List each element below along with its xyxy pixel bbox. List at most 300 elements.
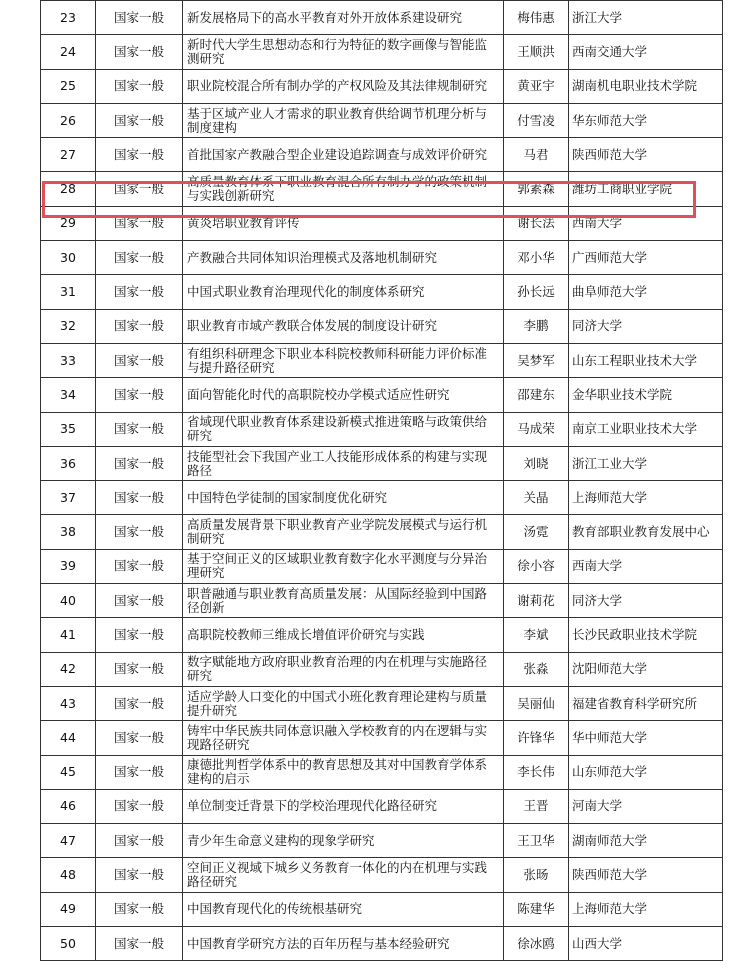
- organization: [569, 412, 723, 446]
- row-number-text: 38: [60, 524, 76, 540]
- row-number-text: 44: [60, 729, 76, 745]
- project-title-text: 高质量教育体系下职业教育混合所有制办学的政策机制与实践创新研究: [187, 175, 488, 204]
- principal-investigator-text: 邓小华: [517, 249, 555, 265]
- row-number: [41, 1, 96, 35]
- project-title: [183, 755, 504, 789]
- table-row: [41, 275, 723, 309]
- project-type-text: 国家一般: [113, 386, 164, 402]
- organization-text: 河南大学: [572, 798, 623, 814]
- organization-text: 长沙民政职业技术学院: [572, 626, 698, 642]
- row-number-text: 37: [60, 489, 76, 505]
- row-number: [41, 69, 96, 103]
- project-type: [96, 103, 183, 137]
- row-number-text: 40: [60, 592, 76, 608]
- organization-text: 曲阜师范大学: [572, 284, 648, 300]
- table-row: [41, 412, 723, 446]
- organization-text: 山西大学: [572, 935, 623, 951]
- row-number-text: 50: [60, 935, 76, 951]
- project-title-text: 单位制变迁背景下的学校治理现代化路径研究: [187, 799, 438, 814]
- principal-investigator: [504, 824, 569, 858]
- project-type: [96, 172, 183, 206]
- project-title-text: 技能型社会下我国产业工人技能形成体系的构建与实现路径: [187, 449, 488, 478]
- organization-text: 华中师范大学: [572, 729, 648, 745]
- row-number-text: 32: [60, 318, 76, 334]
- principal-investigator: [504, 515, 569, 549]
- principal-investigator-text: 徐小容: [517, 558, 555, 574]
- organization-text: 湖南机电职业技术学院: [572, 78, 698, 94]
- row-number: [41, 892, 96, 926]
- row-number-text: 26: [60, 112, 76, 128]
- principal-investigator-text: 孙长远: [517, 284, 555, 300]
- row-number-text: 42: [60, 661, 76, 677]
- principal-investigator: [504, 584, 569, 618]
- row-number: [41, 35, 96, 69]
- project-table: [40, 0, 723, 961]
- table-row: [41, 35, 723, 69]
- organization: [569, 343, 723, 377]
- principal-investigator: [504, 206, 569, 240]
- project-type: [96, 481, 183, 515]
- organization-text: 浙江大学: [572, 9, 623, 25]
- project-title: [183, 446, 504, 480]
- row-number-text: 43: [60, 695, 76, 711]
- row-number: [41, 686, 96, 720]
- project-title: [183, 69, 504, 103]
- organization: [569, 241, 723, 275]
- project-type: [96, 927, 183, 961]
- organization: [569, 721, 723, 755]
- project-type: [96, 309, 183, 343]
- project-type: [96, 584, 183, 618]
- row-number-text: 25: [60, 78, 76, 94]
- project-type: [96, 138, 183, 172]
- row-number: [41, 618, 96, 652]
- project-type-text: 国家一般: [113, 832, 164, 848]
- project-title: [183, 206, 504, 240]
- project-type-text: 国家一般: [113, 867, 164, 883]
- row-number: [41, 309, 96, 343]
- row-number: [41, 103, 96, 137]
- organization: [569, 69, 723, 103]
- organization-text: 广西师范大学: [572, 249, 648, 265]
- project-title: [183, 275, 504, 309]
- principal-investigator: [504, 309, 569, 343]
- table-row: [41, 892, 723, 926]
- organization: [569, 378, 723, 412]
- table-row: [41, 103, 723, 137]
- organization-text: 沈阳师范大学: [572, 661, 648, 677]
- project-title-text: 高质量发展背景下职业教育产业学院发展模式与运行机制研究: [187, 518, 488, 547]
- row-number: [41, 343, 96, 377]
- project-title-text: 产教融合共同体知识治理模式及落地机制研究: [187, 250, 438, 265]
- project-type: [96, 241, 183, 275]
- row-number-text: 39: [60, 558, 76, 574]
- row-number-text: 31: [60, 284, 76, 300]
- principal-investigator-text: 徐冰鸥: [517, 935, 555, 951]
- organization-text: 福建省教育科学研究所: [572, 695, 698, 711]
- row-number: [41, 789, 96, 823]
- project-title-text: 职业教育市域产教联合体发展的制度设计研究: [187, 319, 438, 334]
- project-title: [183, 721, 504, 755]
- row-number: [41, 515, 96, 549]
- row-number-text: 46: [60, 798, 76, 814]
- principal-investigator-text: 关晶: [523, 489, 549, 505]
- project-title-text: 适应学龄人口变化的中国式小班化教育理论建构与质量提升研究: [187, 689, 488, 718]
- project-table-body: [41, 1, 723, 961]
- principal-investigator-text: 王晋: [523, 798, 549, 814]
- organization-text: 西南大学: [572, 558, 623, 574]
- project-title: [183, 618, 504, 652]
- principal-investigator-text: 梅伟惠: [517, 9, 555, 25]
- principal-investigator: [504, 343, 569, 377]
- row-number: [41, 755, 96, 789]
- project-title: [183, 241, 504, 275]
- table-row: [41, 824, 723, 858]
- project-title-text: 中国式职业教育治理现代化的制度体系研究: [187, 285, 425, 300]
- project-title-text: 中国教育现代化的传统根基研究: [187, 902, 363, 917]
- principal-investigator: [504, 721, 569, 755]
- project-type: [96, 343, 183, 377]
- organization-text: 山东工程职业技术大学: [572, 352, 698, 368]
- project-title-text: 新时代大学生思想动态和行为特征的数字画像与智能监测研究: [187, 37, 488, 66]
- project-type: [96, 721, 183, 755]
- project-type-text: 国家一般: [113, 112, 164, 128]
- table-row: [41, 309, 723, 343]
- row-number-text: 29: [60, 215, 76, 231]
- principal-investigator-text: 张旸: [523, 867, 549, 883]
- project-type-text: 国家一般: [113, 318, 164, 334]
- principal-investigator-text: 谢长法: [517, 215, 555, 231]
- principal-investigator: [504, 789, 569, 823]
- project-title: [183, 35, 504, 69]
- organization: [569, 824, 723, 858]
- principal-investigator-text: 谢莉花: [517, 592, 555, 608]
- row-number-text: 41: [60, 626, 76, 642]
- table-row: [41, 241, 723, 275]
- project-title-text: 青少年生命意义建构的现象学研究: [187, 833, 375, 848]
- row-number: [41, 172, 96, 206]
- principal-investigator: [504, 378, 569, 412]
- table-row: [41, 927, 723, 961]
- project-title: [183, 584, 504, 618]
- project-type: [96, 515, 183, 549]
- project-type: [96, 755, 183, 789]
- project-title: [183, 927, 504, 961]
- project-type: [96, 378, 183, 412]
- row-number: [41, 652, 96, 686]
- project-type: [96, 858, 183, 892]
- principal-investigator-text: 黄亚宇: [517, 78, 555, 94]
- project-title: [183, 172, 504, 206]
- project-type-text: 国家一般: [113, 78, 164, 94]
- principal-investigator-text: 李长伟: [517, 764, 555, 780]
- row-number-text: 30: [60, 249, 76, 265]
- row-number-text: 48: [60, 867, 76, 883]
- table-row: [41, 138, 723, 172]
- principal-investigator: [504, 172, 569, 206]
- organization: [569, 309, 723, 343]
- principal-investigator-text: 马成荣: [517, 421, 555, 437]
- organization-text: 西南大学: [572, 215, 623, 231]
- organization-text: 西南交通大学: [572, 43, 648, 59]
- organization-text: 同济大学: [572, 318, 623, 334]
- project-type-text: 国家一般: [113, 558, 164, 574]
- project-type: [96, 69, 183, 103]
- project-title-text: 有组织科研理念下职业本科院校教师科研能力评价标准与提升路径研究: [187, 346, 488, 375]
- project-title-text: 新发展格局下的高水平教育对外开放体系建设研究: [187, 10, 463, 25]
- project-type: [96, 275, 183, 309]
- project-title-text: 铸牢中华民族共同体意识融入学校教育的内在逻辑与实现路径研究: [187, 723, 488, 752]
- principal-investigator-text: 李鹏: [523, 318, 549, 334]
- organization: [569, 549, 723, 583]
- table-row: [41, 549, 723, 583]
- project-title: [183, 138, 504, 172]
- project-title-text: 省域现代职业教育体系建设新模式推进策略与政策供给研究: [187, 415, 488, 444]
- row-number: [41, 858, 96, 892]
- organization: [569, 35, 723, 69]
- organization: [569, 206, 723, 240]
- project-title-text: 基于区域产业人才需求的职业教育供给调节机理分析与制度建构: [187, 106, 488, 135]
- principal-investigator: [504, 481, 569, 515]
- project-title-text: 中国特色学徒制的国家制度优化研究: [187, 490, 388, 505]
- organization-text: 教育部职业教育发展中心: [572, 524, 710, 540]
- principal-investigator: [504, 892, 569, 926]
- table-row: [41, 69, 723, 103]
- table-row: [41, 378, 723, 412]
- project-type-text: 国家一般: [113, 592, 164, 608]
- organization-text: 浙江工业大学: [572, 455, 648, 471]
- organization-text: 南京工业职业技术大学: [572, 421, 698, 437]
- principal-investigator: [504, 275, 569, 309]
- organization: [569, 481, 723, 515]
- project-title: [183, 892, 504, 926]
- organization: [569, 686, 723, 720]
- project-type-text: 国家一般: [113, 798, 164, 814]
- organization-text: 陕西师范大学: [572, 146, 648, 162]
- principal-investigator: [504, 686, 569, 720]
- project-type-text: 国家一般: [113, 421, 164, 437]
- principal-investigator: [504, 549, 569, 583]
- row-number: [41, 584, 96, 618]
- table-row: [41, 206, 723, 240]
- project-type: [96, 549, 183, 583]
- principal-investigator: [504, 927, 569, 961]
- table-row: [41, 1, 723, 35]
- organization: [569, 1, 723, 35]
- principal-investigator: [504, 35, 569, 69]
- principal-investigator: [504, 755, 569, 789]
- project-type-text: 国家一般: [113, 249, 164, 265]
- organization: [569, 515, 723, 549]
- principal-investigator-text: 刘晓: [523, 455, 549, 471]
- project-title-text: 高职院校教师三维成长增值评价研究与实践: [187, 627, 425, 642]
- organization-text: 上海师范大学: [572, 901, 648, 917]
- organization: [569, 652, 723, 686]
- project-type: [96, 1, 183, 35]
- principal-investigator: [504, 858, 569, 892]
- project-title-text: 面向智能化时代的高职院校办学模式适应性研究: [187, 387, 450, 402]
- organization-text: 山东师范大学: [572, 764, 648, 780]
- project-type-text: 国家一般: [113, 455, 164, 471]
- row-number: [41, 824, 96, 858]
- principal-investigator-text: 吴丽仙: [517, 695, 555, 711]
- project-title-text: 基于空间正义的区域职业教育数字化水平测度与分异治理研究: [187, 552, 488, 581]
- principal-investigator: [504, 1, 569, 35]
- row-number: [41, 481, 96, 515]
- row-number: [41, 549, 96, 583]
- project-type-text: 国家一般: [113, 215, 164, 231]
- principal-investigator-text: 邵建东: [517, 386, 555, 402]
- principal-investigator: [504, 652, 569, 686]
- project-type: [96, 446, 183, 480]
- principal-investigator: [504, 412, 569, 446]
- project-title: [183, 343, 504, 377]
- project-type: [96, 686, 183, 720]
- table-row: [41, 618, 723, 652]
- project-title-text: 职业院校混合所有制办学的产权风险及其法律规制研究: [187, 79, 488, 94]
- organization: [569, 618, 723, 652]
- project-type: [96, 35, 183, 69]
- project-type-text: 国家一般: [113, 661, 164, 677]
- table-row: [41, 446, 723, 480]
- organization-text: 陕西师范大学: [572, 867, 648, 883]
- row-number-text: 49: [60, 901, 76, 917]
- project-type-text: 国家一般: [113, 284, 164, 300]
- principal-investigator-text: 汤霓: [523, 524, 549, 540]
- project-type-text: 国家一般: [113, 935, 164, 951]
- organization-text: 湖南师范大学: [572, 832, 648, 848]
- project-type-text: 国家一般: [113, 146, 164, 162]
- principal-investigator: [504, 103, 569, 137]
- table-row: [41, 789, 723, 823]
- principal-investigator: [504, 241, 569, 275]
- organization-text: 潍坊工商职业学院: [572, 181, 673, 197]
- project-title: [183, 481, 504, 515]
- project-type-text: 国家一般: [113, 524, 164, 540]
- project-title-text: 黄炎培职业教育评传: [187, 216, 300, 231]
- row-number-text: 45: [60, 764, 76, 780]
- project-title-text: 首批国家产教融合型企业建设追踪调查与成效评价研究: [187, 147, 488, 162]
- project-title: [183, 309, 504, 343]
- table-row: [41, 652, 723, 686]
- row-number-text: 27: [60, 146, 76, 162]
- project-title-text: 数字赋能地方政府职业教育治理的内在机理与实施路径研究: [187, 655, 488, 684]
- row-number-text: 47: [60, 832, 76, 848]
- project-title: [183, 515, 504, 549]
- organization: [569, 858, 723, 892]
- project-title: [183, 1, 504, 35]
- project-title: [183, 686, 504, 720]
- project-type-text: 国家一般: [113, 352, 164, 368]
- project-title: [183, 549, 504, 583]
- organization: [569, 138, 723, 172]
- organization-text: 华东师范大学: [572, 112, 648, 128]
- row-number-text: 33: [60, 352, 76, 368]
- principal-investigator: [504, 618, 569, 652]
- table-row: [41, 686, 723, 720]
- project-type-text: 国家一般: [113, 626, 164, 642]
- organization: [569, 584, 723, 618]
- organization: [569, 103, 723, 137]
- principal-investigator-text: 许锋华: [517, 729, 555, 745]
- principal-investigator-text: 张淼: [523, 661, 549, 677]
- project-title-text: 职普融通与职业教育高质量发展：从国际经验到中国路径创新: [187, 586, 488, 615]
- table-row: [41, 584, 723, 618]
- project-type-text: 国家一般: [113, 729, 164, 745]
- principal-investigator-text: 陈建华: [517, 901, 555, 917]
- table-row: [41, 515, 723, 549]
- table-row: [41, 721, 723, 755]
- principal-investigator-text: 王顺洪: [517, 43, 555, 59]
- organization: [569, 755, 723, 789]
- principal-investigator-text: 付雪凌: [517, 112, 555, 128]
- project-title: [183, 412, 504, 446]
- row-number-text: 24: [60, 43, 76, 59]
- row-number: [41, 138, 96, 172]
- project-title: [183, 858, 504, 892]
- project-type-text: 国家一般: [113, 181, 164, 197]
- principal-investigator: [504, 69, 569, 103]
- project-type: [96, 652, 183, 686]
- table-row: [41, 858, 723, 892]
- project-type: [96, 789, 183, 823]
- project-type-text: 国家一般: [113, 901, 164, 917]
- row-number: [41, 378, 96, 412]
- principal-investigator: [504, 138, 569, 172]
- row-number-text: 36: [60, 455, 76, 471]
- principal-investigator-text: 吴梦军: [517, 352, 555, 368]
- organization: [569, 446, 723, 480]
- principal-investigator-text: 李斌: [523, 626, 549, 642]
- row-number: [41, 412, 96, 446]
- project-type-text: 国家一般: [113, 43, 164, 59]
- project-title-text: 康德批判哲学体系中的教育思想及其对中国教育学体系建构的启示: [187, 758, 488, 787]
- principal-investigator: [504, 446, 569, 480]
- principal-investigator-text: 王卫华: [517, 832, 555, 848]
- row-number-text: 35: [60, 421, 76, 437]
- project-type-text: 国家一般: [113, 489, 164, 505]
- row-number: [41, 927, 96, 961]
- project-type: [96, 618, 183, 652]
- project-title: [183, 103, 504, 137]
- organization: [569, 789, 723, 823]
- organization: [569, 172, 723, 206]
- project-title: [183, 378, 504, 412]
- table-row: [41, 172, 723, 206]
- project-title: [183, 652, 504, 686]
- row-number-text: 28: [60, 181, 76, 197]
- project-type-text: 国家一般: [113, 9, 164, 25]
- organization: [569, 892, 723, 926]
- project-type: [96, 892, 183, 926]
- row-number-text: 34: [60, 386, 76, 402]
- project-type-text: 国家一般: [113, 695, 164, 711]
- organization: [569, 275, 723, 309]
- row-number-text: 23: [60, 9, 76, 25]
- principal-investigator-text: 郭素森: [517, 181, 555, 197]
- row-number: [41, 241, 96, 275]
- project-type-text: 国家一般: [113, 764, 164, 780]
- table-row: [41, 481, 723, 515]
- row-number: [41, 275, 96, 309]
- project-type: [96, 824, 183, 858]
- table-row: [41, 755, 723, 789]
- project-title-text: 空间正义视域下城乡义务教育一体化的内在机理与实践路径研究: [187, 861, 488, 890]
- organization-text: 金华职业技术学院: [572, 386, 673, 402]
- project-title-text: 中国教育学研究方法的百年历程与基本经验研究: [187, 936, 450, 951]
- organization-text: 同济大学: [572, 592, 623, 608]
- project-type: [96, 412, 183, 446]
